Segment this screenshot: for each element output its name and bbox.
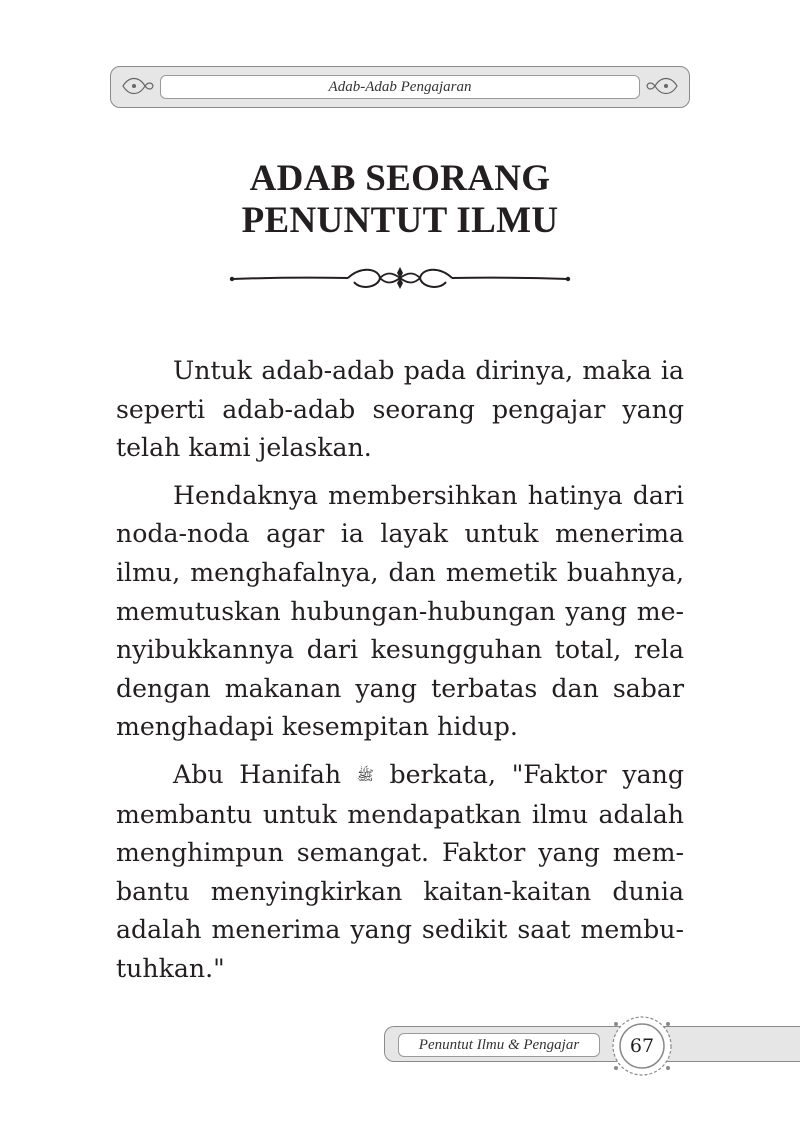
- paragraph-3-rest: berkata, "Faktor yang membantu untuk mendapatkan ilmu adalah menghimpun semangat. Faktor yang mem-bantu menyingkirkan kaitan-kaitan dunia adalah menerima yang sedikit saat membu-tuhkan.": [116, 759, 684, 983]
- running-header: [110, 66, 690, 108]
- running-header-title: Adab-Adab Pengajaran: [328, 78, 472, 95]
- running-footer-title: Penuntut Ilmu & Pengajar: [398, 1033, 600, 1057]
- running-header-label-box: [160, 75, 640, 99]
- paragraph-2: Hendaknya membersihkan hatinya dari noda-noda agar ia layak untuk menerima ilmu, menghafalnya, dan memetik buahnya, memutuskan hubungan-hubungan yang me-nyibukkannya dari kesungguhan total, rela dengan makanan yang terbatas dan sabar menghadapi kesempitan hidup.: [116, 480, 684, 742]
- honorific-glyph: ﷺ: [356, 767, 374, 784]
- paragraph-3: [116, 756, 684, 989]
- paragraph-3-start: Abu Hanifah: [173, 759, 342, 789]
- flourish-ornament-icon: [645, 73, 681, 99]
- body-text: [116, 352, 684, 998]
- paragraph-1: Untuk adab-adab pada dirinya, maka ia seperti adab-adab seorang pengajar yang telah kami jelaskan.: [116, 356, 684, 463]
- title-divider-ornament-icon: [228, 262, 572, 296]
- chapter-title-line-2: PENUNTUT ILMU: [241, 200, 559, 241]
- chapter-title: [0, 158, 800, 242]
- page-number: 67: [629, 1035, 655, 1057]
- flourish-ornament-icon: [119, 73, 155, 99]
- chapter-title-line-1: ADAB SEORANG: [249, 158, 551, 199]
